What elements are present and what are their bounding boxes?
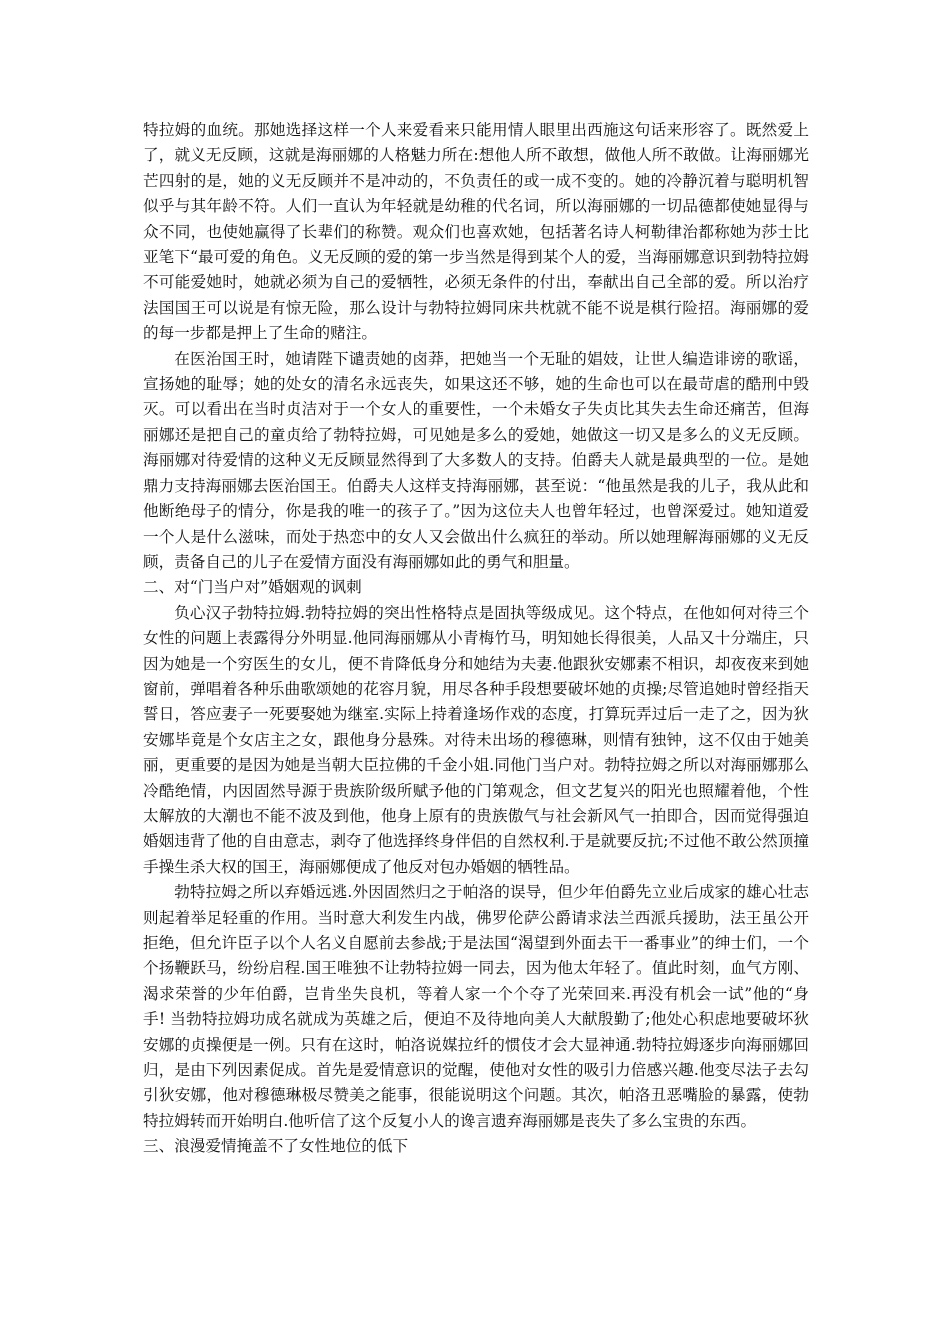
body-paragraph-3: 负心汉子勃特拉姆.勃特拉姆的突出性格特点是固执等级成见。这个特点，在他如何对待三个女性的问题上表露得分外明显.他同海丽娜从小青梅竹马，明知她长得很美，人品又十分端庄，只因为她是一个穷医生的女儿，便不肯降低身分和她结为夫妻.他跟狄安娜素不相识，却夜夜来到她窗前，弹唱着各种乐曲歌颂她的花容月貌，用尽各种手段想要破坏她的贞操;尽管追她时曾经指天誓日，答应妻子一死要娶她为继室.实际上持着逢场作戏的态度，打算玩弄过后一走了之，因为狄安娜毕竟是个女店主之女，跟他身分悬殊。对待未出场的穆德琳，则情有独钟，这不仅由于她美丽，更重要的是因为她是当朝大臣拉佛的千金小姐.同他门当户对。勃特拉姆之所以对海丽娜那么冷酷绝情，内因固然导源于贵族阶级所赋予他的门第观念，但文艺复兴的阳光也照耀着他，个性太解放的大潮也不能不波及到他，他身上原有的贵族傲气与社会新风气一拍即合，因而觉得强迫婚姻违背了他的自由意志，剥夺了他选择终身伴侣的自然权利.于是就要反抗;不过他不敢公然顶撞手操生杀大权的国王，海丽娜便成了他反对包办婚姻的牺牲品。 <box>143 603 809 876</box>
section-heading-3: 三、浪漫爱情掩盖不了女性地位的低下 <box>143 1137 409 1156</box>
body-paragraph-1: 特拉姆的血统。那她选择这样一个人来爱看来只能用情人眼里出西施这句话来形容了。既然爱上了，就义无反顾，这就是海丽娜的人格魅力所在:想他人所不敢想，做他人所不敢做。让海丽娜光芒四射的是，她的义无反顾并不是冲动的，不负责任的或一成不变的。她的冷静沉着与聪明机智似乎与其年龄不符。人们一直认为年轻就是幼稚的代名词，所以海丽娜的一切品德都使她显得与众不同，也使她赢得了长辈们的称赞。观众们也喜欢她，包括著名诗人柯勒律治都称她为莎士比亚笔下“最可爱的角色。义无反顾的爱的第一步当然是得到某个人的爱，当海丽娜意识到勃特拉姆不可能爱她时，她就必须为自己的爱牺牲，必须无条件的付出，奉献出自己全部的爱。所以治疗法国国王可以说是有惊无险，那么设计与勃特拉姆同床共枕就不能不说是棋行险招。海丽娜的爱的每一步都是押上了生命的赌注。 <box>143 121 809 343</box>
document-page <box>143 118 809 1160</box>
section-heading-2: 二、对“门当户对”婚姻观的讽刺 <box>143 578 362 597</box>
body-paragraph-2: 在医治国王时，她请陛下谴责她的卤莽，把她当一个无耻的娼妓，让世人编造诽谤的歌谣，宣扬她的耻辱；她的处女的清名永远丧失，如果这还不够，她的生命也可以在最苛虐的酷刑中毁灭。可以看出在当时贞洁对于一个女人的重要性，一个未婚女子失贞比其失去生命还痛苦，但海丽娜还是把自己的童贞给了勃特拉姆，可见她是多么的爱她，她做这一切又是多么的义无反顾。海丽娜对待爱情的这种义无反顾显然得到了大多数人的支持。伯爵夫人就是最典型的一位。是她鼎力支持海丽娜去医治国王。伯爵夫人这样支持海丽娜，甚至说：“他虽然是我的儿子，我从此和他断绝母子的情分，你是我的唯一的孩子了。”因为这位夫人也曾年轻过，也曾深爱过。她知道爱一个人是什么滋味，而处于热恋中的女人又会做出什么疯狂的举动。所以她理解海丽娜的义无反顾，责备自己的儿子在爱情方面没有海丽娜如此的勇气和胆量。 <box>143 349 809 571</box>
body-paragraph-4: 勃特拉姆之所以弃婚远逃.外因固然归之于帕洛的误导，但少年伯爵先立业后成家的雄心壮志则起着举足轻重的作用。当时意大利发生内战，佛罗伦萨公爵请求法兰西派兵援助，法王虽公开拒绝，但允许臣子以个人名义自愿前去参战;于是法国“渴望到外面去干一番事业”的绅士们，一个个扬鞭跃马，纷纷启程.国王唯独不让勃特拉姆一同去，因为他太年轻了。值此时刻，血气方刚、渴求荣誉的少年伯爵，岂肯坐失良机，等着人家一个个夺了光荣回来.再没有机会一试”他的“身手! 当勃特拉姆功成名就成为英雄之后，便迫不及待地向美人大献殷勤了;他处心积虑地要破坏狄安娜的贞操便是一例。只有在这时，帕洛说媒拉纤的惯伎才会大显神通.勃特拉姆逐步向海丽娜回归，是由下列因素促成。首先是爱情意识的觉醒，使他对女性的吸引力倍感兴趣.他变尽法子去勾引狄安娜，他对穆德琳极尽赞美之能事，很能说明这个问题。其次，帕洛丑恶嘴脸的暴露，使勃特拉姆转而开始明白.他听信了这个反复小人的谗言遗弃海丽娜是丧失了多么宝贵的东西。 <box>143 883 809 1130</box>
